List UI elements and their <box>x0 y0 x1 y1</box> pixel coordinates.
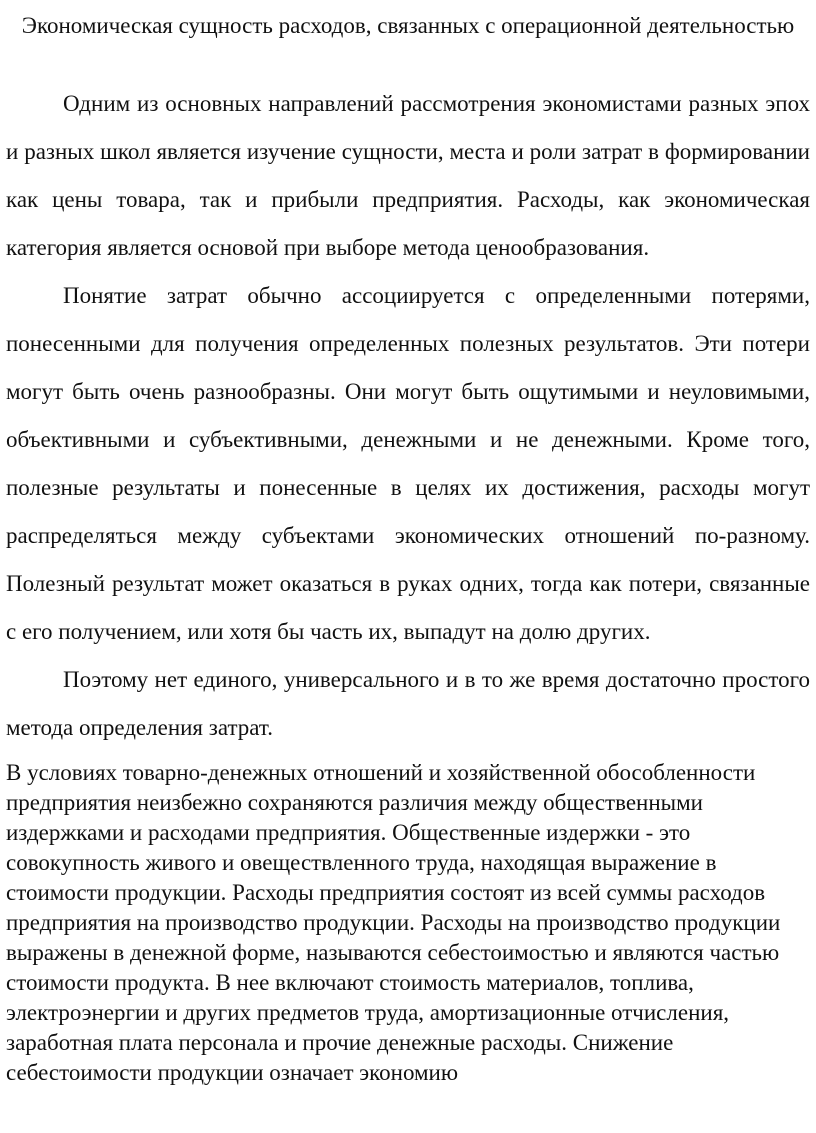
paragraph-4: В условиях товарно-денежных отношений и хозяйственной обособленности предприятия неизбежно сохраняются различия между общественными издержками и расходами предприятия. Общественные издержки - это совокупность живого и овеществленного труда, находящая выражение в стоимости продукции. Расходы предприятия состоят из всей суммы расходов предприятия на производство продукции. Расходы на производство продукции выражены в денежной форме, называются себестоимостью и являются частью стоимости продукта. В нее включают стоимость материалов, топлива, электроэнергии и других предметов труда, амортизационные отчисления, заработная плата персонала и прочие денежные расходы. Снижение себестоимости продукции означает экономию <box>6 760 781 1085</box>
title-spacer <box>6 50 810 80</box>
paragraph-2: Понятие затрат обычно ассоциируется с определенными потерями, понесенными для получения определенных полезных результатов. Эти потери могут быть очень разнообразны. Они могут быть ощутимыми и неуловимыми, объективными и субъективными, денежными и не денежными. Кроме того, полезные результаты и понесенные в целях их достижения, расходы могут распределяться между субъектами экономических отношений по-разному. Полезный результат может оказаться в руках одних, тогда как потери, связанные с его получением, или хотя бы часть их, выпадут на долю других. <box>6 283 810 644</box>
paragraph-3: Поэтому нет единого, универсального и в то же время достаточно простого метода определения затрат. <box>6 667 810 740</box>
document-title: Экономическая сущность расходов, связанных с операционной деятельностью <box>21 13 795 38</box>
paragraph-1: Одним из основных направлений рассмотрения экономистами разных эпох и разных школ является изучение сущности, места и роли затрат в формировании как цены товара, так и прибыли предприятия. Расходы, как экономическая категория является основой при выборе метода ценообразования. <box>6 91 810 260</box>
